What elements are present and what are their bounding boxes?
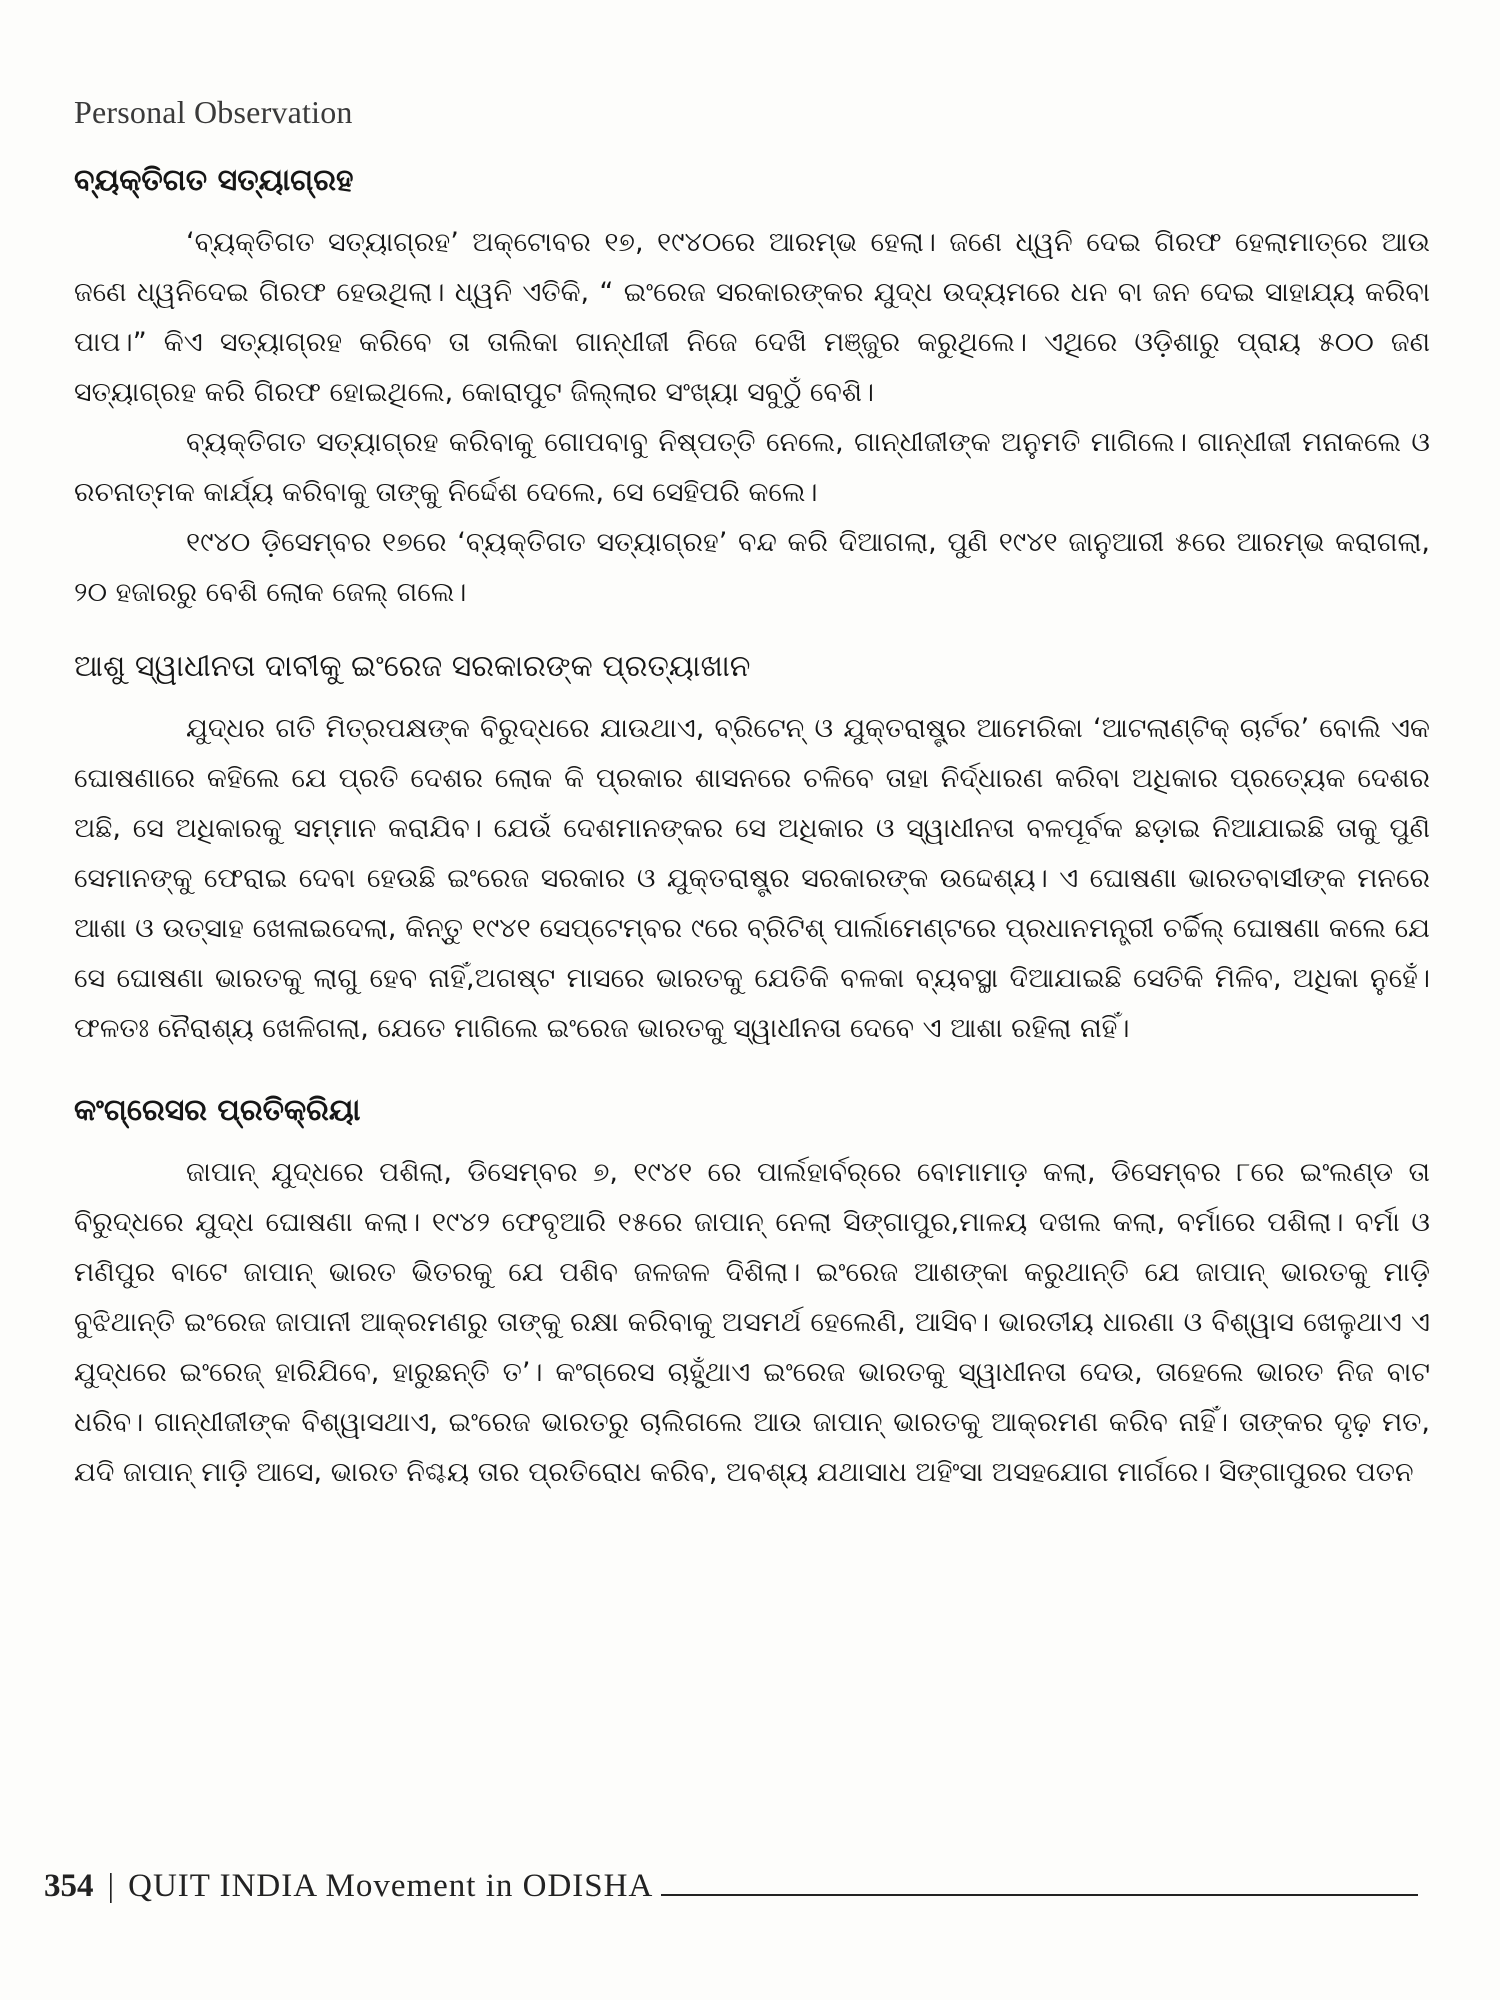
section-congress-reaction (74, 1088, 1430, 1498)
section-heading: ଆଶୁ ସ୍ୱାଧୀନତା ଦାବୀକୁ ଇଂରେଜ ସରକାରଙ୍କ ପ୍ରତ୍ୟାଖାନ (74, 649, 751, 684)
section-heading: କଂଗ୍ରେସର ପ୍ରତିକ୍ରିୟା (74, 1093, 361, 1128)
section-spacer (74, 1054, 1430, 1088)
page-content (74, 158, 1430, 1498)
section-individual-satyagraha (74, 158, 1430, 618)
paragraph: ଯୁଦ୍ଧର ଗତି ମିତ୍ରପକ୍ଷଙ୍କ ବିରୁଦ୍ଧରେ ଯାଉଥାଏ, ବ୍ରିଟେନ୍ ଓ ଯୁକ୍ତରାଷ୍ଟ୍ର ଆମେରିକା ‘ଆଟଲାଣ୍ଟିକ୍ ଚାର୍ଟର’ ବୋଲି ଏକ ଘୋଷଣାରେ କହିଲେ ଯେ ପ୍ରତି ଦେଶର ଲୋକ କି ପ୍ରକାର ଶାସନରେ ଚଳିବେ ତାହା ନିର୍ଦ୍ଧାରଣ କରିବା ଅଧିକାର ପ୍ରତ୍ୟେକ ଦେଶର ଅଛି, ସେ ଅଧିକାରକୁ ସମ୍ମାନ କରାଯିବ। ଯେଉଁ ଦେଶମାନଙ୍କର ସେ ଅଧିକାର ଓ ସ୍ୱାଧୀନତା ବଳପୂର୍ବକ ଛଡ଼ାଇ ନିଆଯାଇଛି ତାକୁ ପୁଣି ସେମାନଙ୍କୁ ଫେରାଇ ଦେବା ହେଉଛି ଇଂରେଜ ସରକାର ଓ ଯୁକ୍ତରାଷ୍ଟ୍ର ସରକାରଙ୍କ ଉଦ୍ଦେଶ୍ୟ। ଏ ଘୋଷଣା ଭାରତବାସୀଙ୍କ ମନରେ ଆଶା ଓ ଉତ୍ସାହ ଖେଳାଇଦେଲା, କିନ୍ତୁ ୧୯୪୧ ସେପ୍ଟେମ୍ବର ୯ରେ ବ୍ରିଟିଶ୍ ପାର୍ଲାମେଣ୍ଟରେ ପ୍ରଧାନମନ୍ତ୍ରୀ ଚର୍ଚ୍ଚିଲ୍ ଘୋଷଣା କଲେ ଯେ ସେ ଘୋଷଣା ଭାରତକୁ ଲାଗୁ ହେବ ନାହିଁ,ଅଗଷ୍ଟ ମାସରେ ଭାରତକୁ ଯେତିକି ବଳକା ବ୍ୟବସ୍ଥା ଦିଆଯାଇଛି ସେତିକି ମିଳିବ, ଅଧିକା ନୁହେଁ। ଫଳତଃ ନୈରାଶ୍ୟ ଖେଳିଗଲା, ଯେତେ ମାଗିଲେ ଇଂରେଜ ଭାରତକୁ ସ୍ୱାଧୀନତା ଦେବେ ଏ ଆଶା ରହିଲା ନାହିଁ। (74, 713, 1430, 1044)
paragraph: ବ୍ୟକ୍ତିଗତ ସତ୍ୟାଗ୍ରହ କରିବାକୁ ଗୋପବାବୁ ନିଷ୍ପତ୍ତି ନେଲେ, ଗାନ୍ଧୀଜୀଙ୍କ ଅନୁମତି ମାଗିଲେ। ଗାନ୍ଧୀଜୀ ମନାକଲେ ଓ ରଚନାତ୍ମକ କାର୍ଯ୍ୟ କରିବାକୁ ତାଙ୍କୁ ନିର୍ଦ୍ଦେଶ ଦେଲେ, ସେ ସେହିପରି କଲେ। (74, 427, 1430, 508)
paragraph: ଜାପାନ୍ ଯୁଦ୍ଧରେ ପଶିଲା, ଡିସେମ୍ବର ୭, ୧୯୪୧ ରେ ପାର୍ଲହାର୍ବର୍‌ରେ ବୋମାମାଡ଼ କଲା, ଡିସେମ୍ବର ୮ରେ ଇଂଲଣ୍ଡ ତା ବିରୁଦ୍ଧରେ ଯୁଦ୍ଧ ଘୋଷଣା କଲା। ୧୯୪୨ ଫେବୃଆରି ୧୫ରେ ଜାପାନ୍ ନେଲା ସିଙ୍ଗାପୁର,ମାଳୟ ଦଖଲ କଲା, ବର୍ମାରେ ପଶିଲା। ବର୍ମା ଓ ମଣିପୁର ବାଟେ ଜାପାନ୍ ଭାରତ ଭିତରକୁ ଯେ ପଶିବ ଜଳଜଳ ଦିଶିଲା। ଇଂରେଜ ଆଶଙ୍କା କରୁଥାନ୍ତି ଯେ ଜାପାନ୍ ଭାରତକୁ ମାଡ଼ି ବୁଝିଥାନ୍ତି ଇଂରେଜ ଜାପାନୀ ଆକ୍ରମଣରୁ ତାଙ୍କୁ ରକ୍ଷା କରିବାକୁ ଅସମର୍ଥ ହେଲେଣି, ଆସିବ। ଭାରତୀୟ ଧାରଣା ଓ ବିଶ୍ୱାସ ଖେଳୁଥାଏ ଏ ଯୁଦ୍ଧରେ ଇଂରେଜ୍ ହାରିଯିବେ, ହାରୁଛନ୍ତି ତ’। କଂଗ୍ରେସ ଚାହୁଁଥାଏ ଇଂରେଜ ଭାରତକୁ ସ୍ୱାଧୀନତା ଦେଉ, ତାହେଲେ ଭାରତ ନିଜ ବାଟ ଧରିବ। ଗାନ୍ଧୀଜୀଙ୍କ ବିଶ୍ୱାସଥାଏ, ଇଂରେଜ ଭାରତରୁ ଚାଲିଗଲେ ଆଉ ଜାପାନ୍ ଭାରତକୁ ଆକ୍ରମଣ କରିବ ନାହିଁ। ତାଙ୍କର ଦୃଢ଼ ମତ, ଯଦି ଜାପାନ୍ ମାଡ଼ି ଆସେ, ଭାରତ ନିଶ୍ଚୟ ତାର ପ୍ରତିରୋଧ କରିବ, ଅବଶ୍ୟ ଯଥାସାଧ ଅହିଂସା ଅସହଯୋଗ ମାର୍ଗରେ। ସିଙ୍ଗାପୁରର ପତନ (74, 1157, 1430, 1488)
book-title: QUIT INDIA Movement in ODISHA (128, 1868, 654, 1904)
page-footer (44, 1868, 1444, 1905)
section-independence-demand-rejection (74, 644, 1430, 1054)
footer-separator: | (107, 1868, 115, 1904)
page-number: 354 (44, 1868, 94, 1904)
paragraph: ୧୯୪୦ ଡ଼ିସେମ୍ବର ୧୭ରେ ‘ବ୍ୟକ୍ତିଗତ ସତ୍ୟାଗ୍ରହ’ ବନ୍ଦ କରି ଦିଆଗଲା, ପୁଣି ୧୯୪୧ ଜାନୁଆରୀ ୫ରେ ଆରମ୍ଭ କରାଗଲା, ୨୦ ହଜାରରୁ ବେଶି ଲୋକ ଜେଲ୍ ଗଲେ। (74, 527, 1430, 608)
footer-rule (661, 1894, 1418, 1896)
paragraph: ‘ବ୍ୟକ୍ତିଗତ ସତ୍ୟାଗ୍ରହ’ ଅକ୍ଟୋବର ୧୭, ୧୯୪୦ରେ ଆରମ୍ଭ ହେଲା। ଜଣେ ଧ୍ୱନି ଦେଇ ଗିରଫ ହେଲାମାତ୍ରେ ଆଉ ଜଣେ ଧ୍ୱନିଦେଇ ଗିରଫ ହେଉଥିଲା। ଧ୍ୱନି ଏତିକି, “ ଇଂରେଜ ସରକାରଙ୍କର ଯୁଦ୍ଧ ଉଦ୍ୟମରେ ଧନ ବା ଜନ ଦେଇ ସାହାଯ୍ୟ କରିବା ପାପ।” କିଏ ସତ୍ୟାଗ୍ରହ କରିବେ ତା ତାଲିକା ଗାନ୍ଧୀଜୀ ନିଜେ ଦେଖି ମଞ୍ଜୁର କରୁଥିଲେ। ଏଥିରେ ଓଡ଼ିଶାରୁ ପ୍ରାୟ ୫୦୦ ଜଣ ସତ୍ୟାଗ୍ରହ କରି ଗିରଫ ହୋଇଥିଲେ, କୋରାପୁଟ ଜିଲ୍ଲାର ସଂଖ୍ୟା ସବୁଠୁଁ ବେଶି। (74, 227, 1430, 408)
section-spacer (74, 618, 1430, 644)
running-head: Personal Observation (74, 94, 353, 130)
section-heading: ବ୍ୟକ୍ତିଗତ ସତ୍ୟାଗ୍ରହ (74, 163, 354, 198)
